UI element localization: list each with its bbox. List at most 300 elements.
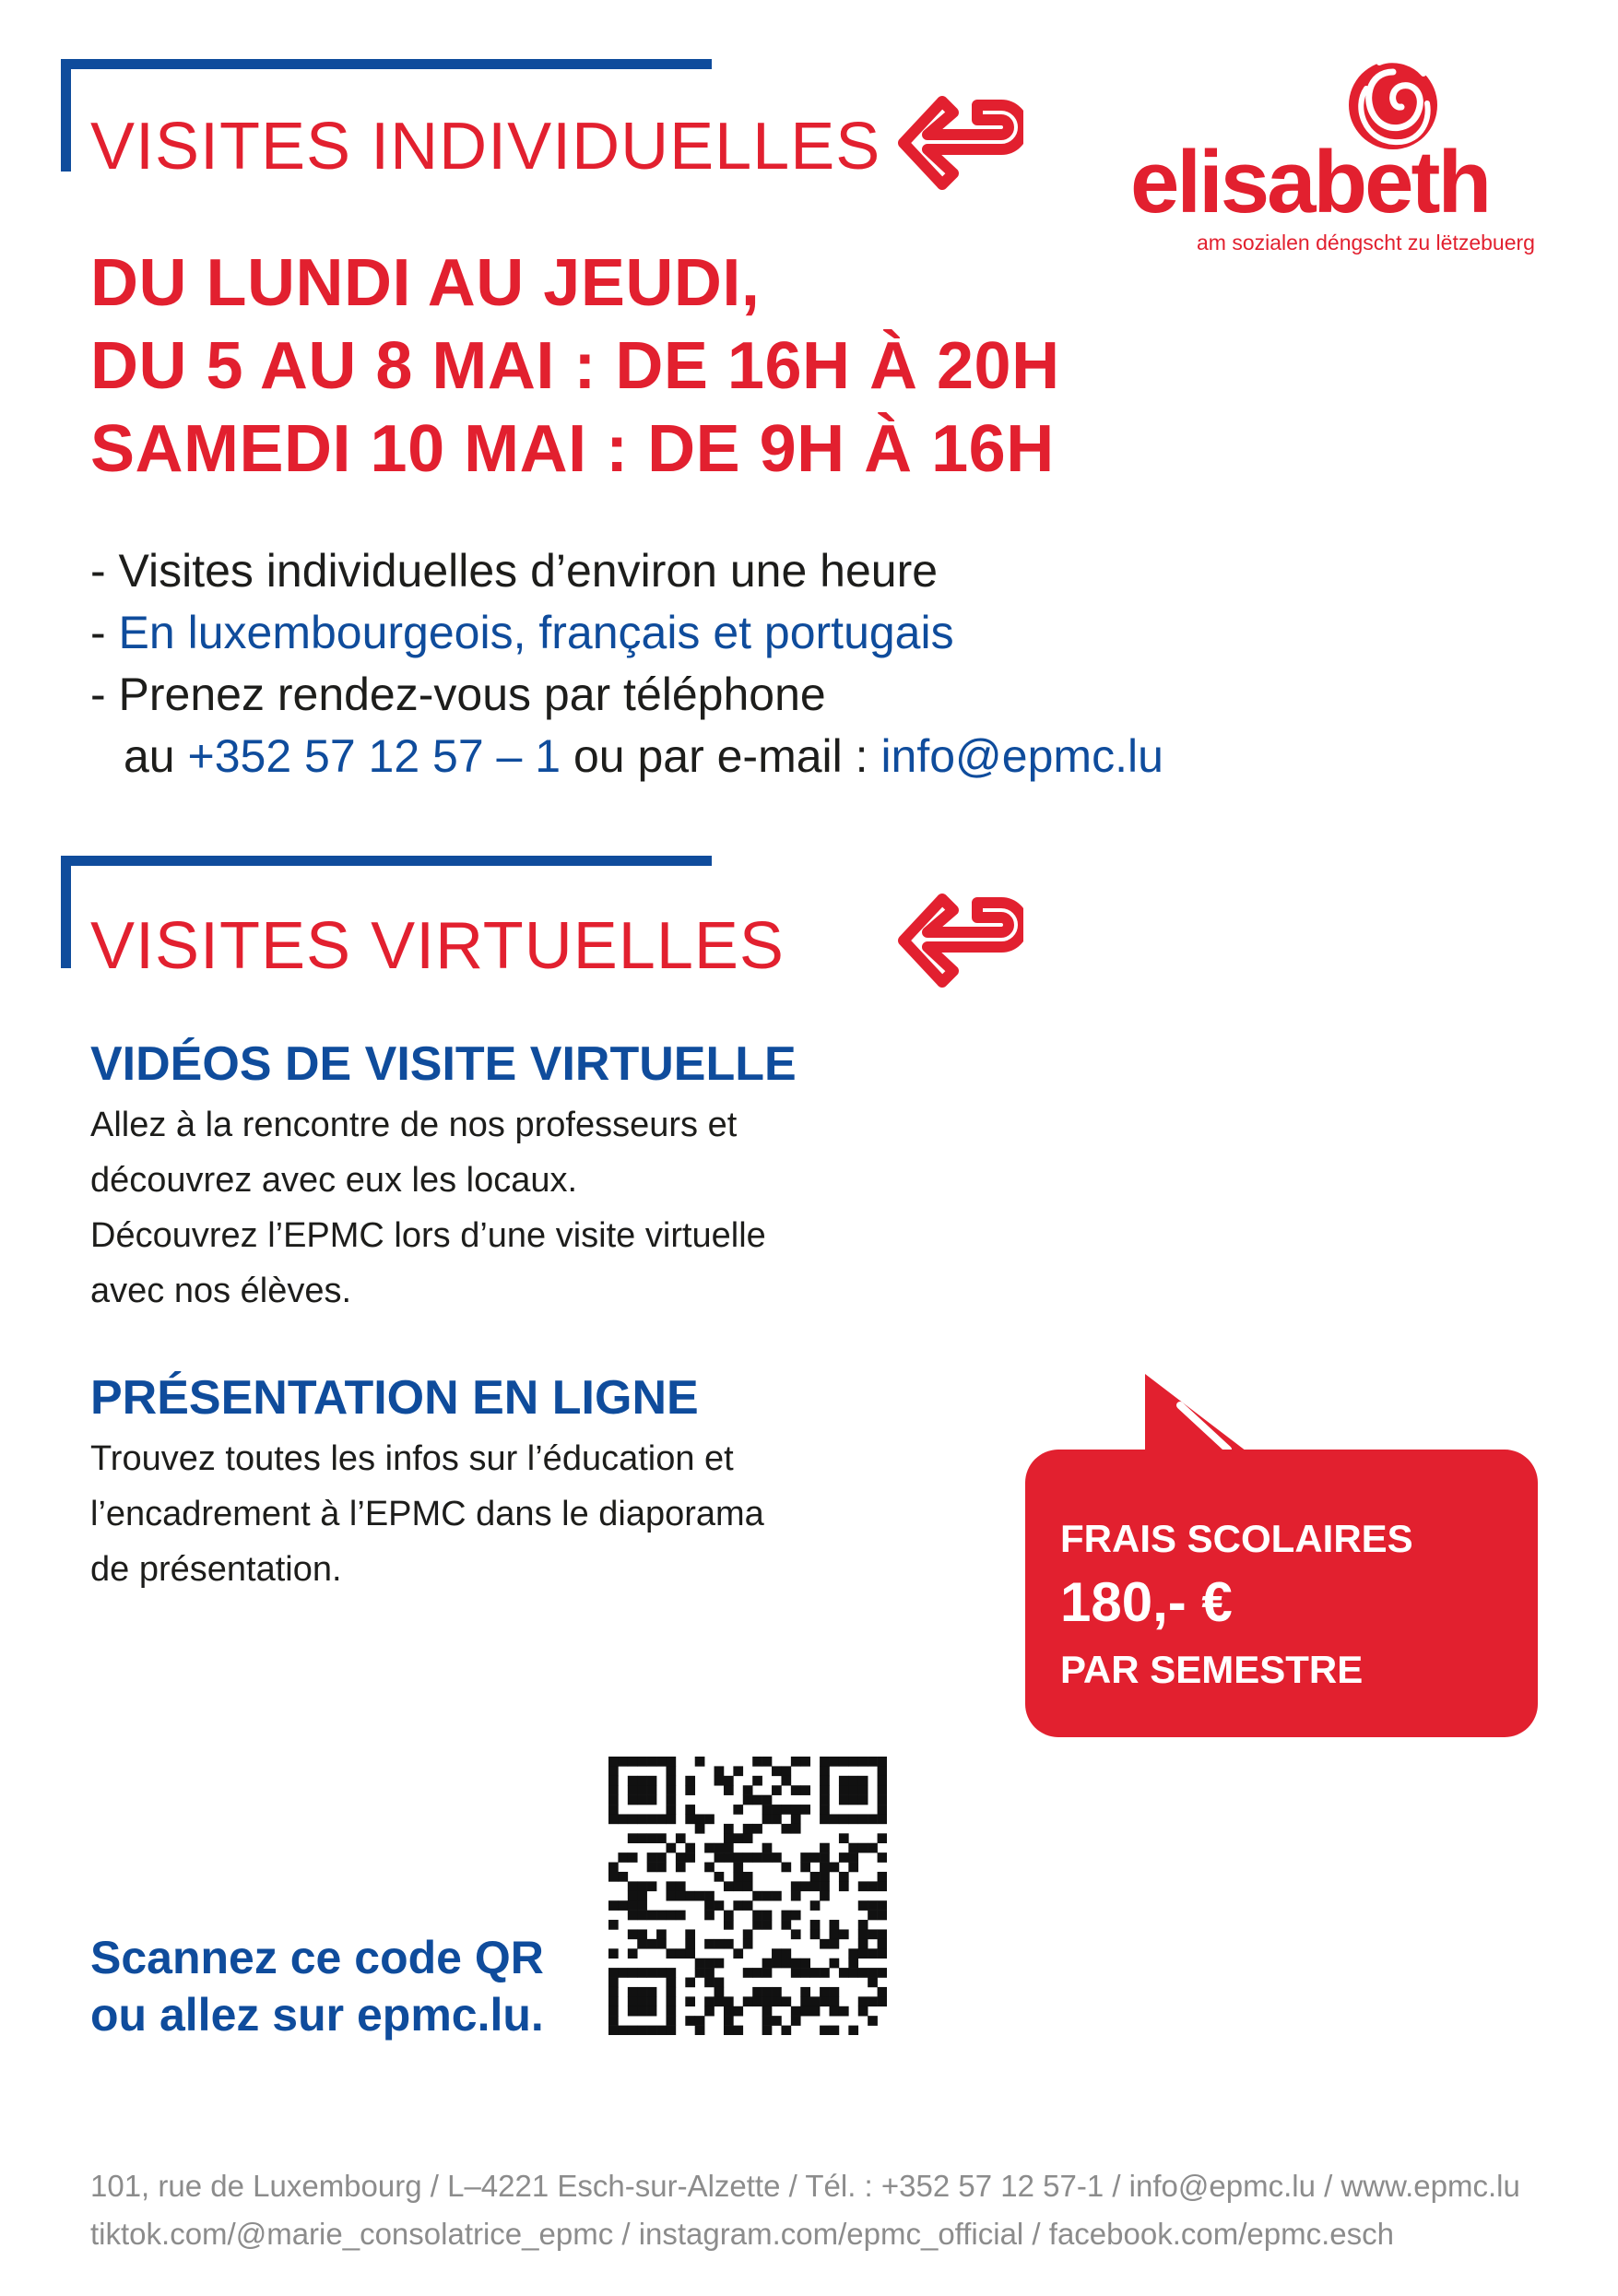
qr-module [858, 1776, 868, 1786]
qr-module [791, 1824, 801, 1834]
qr-module [608, 1987, 619, 1997]
qr-module [762, 2026, 773, 2035]
qr-module [800, 1863, 810, 1873]
qr-module [656, 1852, 667, 1863]
qr-module [704, 1863, 715, 1873]
qr-module [666, 2006, 676, 2017]
qr-module [830, 1987, 840, 1997]
qr-module [647, 1795, 657, 1805]
qr-module [676, 1948, 686, 1959]
qr-module [656, 1757, 667, 1767]
qr-module [704, 1939, 715, 1949]
qr-module [868, 1881, 878, 1891]
qr-module [647, 1833, 657, 1843]
qr-module [752, 1891, 762, 1901]
qr-module [800, 1852, 810, 1863]
qr-module [878, 1785, 887, 1795]
qr-module [772, 1852, 782, 1863]
qr-module [820, 1776, 830, 1786]
qr-module [820, 1863, 830, 1873]
qr-module [733, 1863, 743, 1873]
qr-module [656, 2026, 667, 2035]
qr-module [839, 1929, 849, 1939]
qr-module [772, 1948, 782, 1959]
qr-module [791, 1959, 801, 1969]
qr-module [820, 1852, 830, 1863]
qr-module [791, 1814, 801, 1824]
qr-module [820, 1939, 830, 1949]
qr-module [608, 2016, 619, 2026]
qr-module [666, 1881, 676, 1891]
qr-module [724, 1881, 734, 1891]
qr-module [830, 1996, 840, 2006]
videos-line: Découvrez l’EPMC lors d’une visite virtuelle [90, 1216, 766, 1255]
qr-module [608, 1968, 619, 1978]
qr-module [848, 2026, 858, 2035]
qr-module [772, 1766, 782, 1776]
qr-module [791, 1805, 801, 1815]
qr-module [781, 1766, 791, 1776]
qr-module [656, 1833, 667, 1843]
qr-module [752, 1776, 762, 1786]
qr-module [666, 2026, 676, 2035]
qr-module [666, 1948, 676, 1959]
qr-module [868, 1757, 878, 1767]
qr-module [637, 1814, 647, 1824]
qr-module [810, 1920, 821, 1930]
qr-module [868, 1948, 878, 1959]
qr-module [618, 1900, 628, 1911]
qr-module [820, 1891, 830, 1901]
qr-module [695, 1968, 705, 1978]
presentation-text [90, 1431, 764, 1597]
presentation-line: l’encadrement à l’EPMC dans le diaporama [90, 1495, 764, 1533]
qr-module [637, 1776, 647, 1786]
videos-text [90, 1097, 766, 1319]
qr-module [868, 1814, 878, 1824]
qr-module [762, 1843, 773, 1853]
qr-module [647, 1881, 657, 1891]
qr-module [704, 2006, 715, 2017]
qr-module [820, 1968, 830, 1978]
qr-module [772, 1996, 782, 2006]
qr-module [656, 1911, 667, 1921]
section1-title: VISITES INDIVIDUELLES [90, 110, 881, 183]
qr-module [695, 2026, 705, 2035]
qr-module [637, 1881, 647, 1891]
qr-module [628, 1911, 638, 1921]
qr-module [743, 1785, 753, 1795]
qr-module [724, 1824, 734, 1834]
qr-module [772, 2016, 782, 2026]
qr-module [752, 1987, 762, 1997]
qr-module [647, 2026, 657, 2035]
qr-module [878, 1911, 887, 1921]
qr-module [733, 2006, 743, 2017]
qr-module [810, 1852, 821, 1863]
qr-module [781, 1824, 791, 1834]
qr-module [839, 1814, 849, 1824]
qr-module [858, 1929, 868, 1939]
qr-module [743, 1881, 753, 1891]
qr-module [791, 1968, 801, 1978]
qr-module [762, 1891, 773, 1901]
qr-module [628, 1795, 638, 1805]
qr-module [647, 1776, 657, 1786]
qr-module [608, 1795, 619, 1805]
qr-module [791, 1881, 801, 1891]
qr-module [830, 1959, 840, 1969]
qr-module [733, 1872, 743, 1882]
qr-module [676, 1911, 686, 1921]
qr-module [752, 1968, 762, 1978]
footer [90, 2162, 1520, 2258]
qr-module [733, 1852, 743, 1863]
qr-module [685, 1843, 695, 1853]
qr-module [858, 1996, 868, 2006]
qr-module [704, 1968, 715, 1978]
qr-module [868, 1900, 878, 1911]
qr-module [858, 1795, 868, 1805]
qr-module [858, 1968, 868, 1978]
qr-module [848, 1968, 858, 1978]
qr-module [878, 1757, 887, 1767]
qr-module [656, 1968, 667, 1978]
qr-module [733, 1948, 743, 1959]
qr-module [637, 1929, 647, 1939]
qr-module [628, 2006, 638, 2017]
footer-address: 101, rue de Luxembourg / L–4221 Esch-sur-Alzette / Tél. : +352 57 12 57-1 / info@epmc.lu / www.epmc.lu [90, 2169, 1520, 2203]
qr-module [762, 1996, 773, 2006]
qr-module [839, 1872, 849, 1882]
scan-line-1: Scannez ce code QR [90, 1932, 544, 1983]
qr-module [704, 1814, 715, 1824]
scan-line-2: ou allez sur epmc.lu. [90, 1989, 544, 2041]
qr-module [685, 1891, 695, 1901]
qr-module [724, 1920, 734, 1930]
qr-module [762, 1911, 773, 1921]
qr-module [743, 1872, 753, 1882]
qr-module [637, 1900, 647, 1911]
qr-module [810, 1996, 821, 2006]
bullet-languages [90, 602, 1163, 664]
qr-module [628, 1900, 638, 1911]
qr-module [608, 1814, 619, 1824]
qr-module [743, 1824, 753, 1834]
qr-module [781, 1996, 791, 2006]
qr-module [666, 1987, 676, 1997]
qr-module [637, 1785, 647, 1795]
qr-module [666, 1978, 676, 1988]
qr-module [830, 1929, 840, 1939]
qr-module [666, 1776, 676, 1786]
presentation-line: Trouvez toutes les infos sur l’éducation et [90, 1439, 734, 1478]
qr-module [715, 1843, 725, 1853]
qr-module [647, 1785, 657, 1795]
qr-module [666, 2016, 676, 2026]
qr-module [666, 1996, 676, 2006]
qr-module [848, 1814, 858, 1824]
qr-module [878, 1881, 887, 1891]
qr-module [704, 1843, 715, 1853]
qr-module [752, 1996, 762, 2006]
qr-module [743, 1852, 753, 1863]
qr-module [647, 1757, 657, 1767]
qr-module [839, 1795, 849, 1805]
fees-amount: 180,- € [1060, 1571, 1233, 1633]
qr-module [743, 1900, 753, 1911]
qr-module [666, 1805, 676, 1815]
qr-module [685, 1776, 695, 1786]
fees-bubble [1025, 1450, 1538, 1737]
qr-module [800, 1785, 810, 1795]
qr-module [733, 1881, 743, 1891]
qr-module [685, 1805, 695, 1815]
bullet-appointment: - Prenez rendez-vous par téléphone [90, 669, 826, 720]
qr-code[interactable] [608, 1757, 887, 2035]
fees-label: FRAIS SCOLAIRES [1060, 1517, 1413, 1560]
qr-module [781, 2026, 791, 2035]
qr-module [608, 1757, 619, 1767]
qr-module [685, 1939, 695, 1949]
qr-module [628, 1948, 638, 1959]
qr-module [762, 1757, 773, 1767]
qr-module [647, 1911, 657, 1921]
fees-period: PAR SEMESTRE [1060, 1648, 1364, 1691]
qr-module [878, 1929, 887, 1939]
qr-module [715, 1939, 725, 1949]
qr-module [762, 1920, 773, 1930]
qr-module [647, 1863, 657, 1873]
qr-module [685, 1929, 695, 1939]
qr-module [820, 1814, 830, 1824]
qr-module [695, 1959, 705, 1969]
qr-module [724, 1852, 734, 1863]
info-bullets [90, 540, 1163, 787]
scan-text [90, 1929, 544, 2043]
qr-module [733, 2026, 743, 2035]
qr-module [715, 1872, 725, 1882]
qr-module [704, 1978, 715, 1988]
dates-line-3: SAMEDI 10 MAI : DE 9H À 16H [90, 412, 1055, 486]
email-link[interactable]: info@epmc.lu [880, 730, 1163, 782]
qr-module [858, 1900, 868, 1911]
presentation-heading: PRÉSENTATION EN LIGNE [90, 1371, 699, 1425]
qr-module [878, 1948, 887, 1959]
qr-module [820, 1996, 830, 2006]
qr-module [752, 1795, 762, 1805]
qr-module [628, 1785, 638, 1795]
qr-module [715, 1776, 725, 1786]
qr-module [695, 1814, 705, 1824]
qr-module [628, 1833, 638, 1843]
qr-module [800, 2006, 810, 2017]
qr-module [848, 1852, 858, 1863]
qr-module [810, 1881, 821, 1891]
qr-module [733, 1805, 743, 1815]
qr-module [628, 1852, 638, 1863]
qr-module [647, 1852, 657, 1863]
qr-module [800, 1987, 810, 1997]
qr-module [868, 1978, 878, 1988]
qr-module [637, 1795, 647, 1805]
qr-module [724, 1911, 734, 1921]
qr-module [781, 1863, 791, 1873]
videos-line: Allez à la rencontre de nos professeurs et [90, 1106, 738, 1144]
qr-module [791, 1911, 801, 1921]
qr-module [772, 1814, 782, 1824]
qr-module [820, 1757, 830, 1767]
section2-title: VISITES VIRTUELLES [90, 909, 785, 983]
qr-module [695, 1891, 705, 1901]
qr-module [676, 1863, 686, 1873]
qr-module [858, 1881, 868, 1891]
qr-module [868, 2016, 878, 2026]
qr-module [848, 1795, 858, 1805]
qr-module [820, 1795, 830, 1805]
qr-module [715, 1852, 725, 1863]
qr-module [666, 1795, 676, 1805]
qr-module [724, 1843, 734, 1853]
qr-module [858, 1939, 868, 1949]
qr-module [685, 1948, 695, 1959]
qr-module [781, 1959, 791, 1969]
elisabeth-logo [1125, 55, 1586, 277]
qr-module [762, 1795, 773, 1805]
qr-module [628, 1757, 638, 1767]
qr-module [608, 1805, 619, 1815]
qr-module [685, 1978, 695, 1988]
qr-module [715, 1978, 725, 1988]
qr-module [608, 1863, 619, 1873]
phone-link[interactable]: +352 57 12 57 – 1 [187, 730, 561, 782]
qr-module [608, 1978, 619, 1988]
qr-module [724, 1939, 734, 1949]
bullet-dash: - [90, 607, 119, 658]
qr-module [715, 1987, 725, 1997]
qr-module [628, 1987, 638, 1997]
qr-module [628, 1929, 638, 1939]
qr-module [647, 2006, 657, 2017]
qr-module [637, 1911, 647, 1921]
qr-module [791, 2016, 801, 2026]
contact-prefix: au [124, 730, 188, 782]
qr-module [666, 1766, 676, 1776]
logo-wordmark: elisabeth [1130, 133, 1490, 231]
qr-module [820, 1843, 830, 1853]
qr-module [637, 1833, 647, 1843]
qr-module [878, 1805, 887, 1815]
qr-module [839, 1881, 849, 1891]
qr-module [830, 1939, 840, 1949]
qr-module [781, 1805, 791, 1815]
contact-mid: ou par e-mail : [561, 730, 881, 782]
qr-module [791, 1785, 801, 1795]
qr-module [820, 1881, 830, 1891]
qr-module [820, 1805, 830, 1815]
qr-module [848, 1959, 858, 1969]
qr-module [781, 1920, 791, 1930]
qr-module [791, 1929, 801, 1939]
qr-module [878, 1852, 887, 1863]
qr-module [791, 2006, 801, 2017]
qr-module [628, 1996, 638, 2006]
qr-module [724, 1833, 734, 1843]
qr-module [839, 1776, 849, 1786]
qr-module [848, 1863, 858, 1873]
qr-module [878, 1833, 887, 1843]
qr-module [704, 1911, 715, 1921]
languages-text: En luxembourgeois, français et portugais [118, 607, 954, 658]
qr-module [810, 1872, 821, 1882]
qr-module [772, 1891, 782, 1901]
qr-module [810, 2006, 821, 2017]
qr-module [666, 1891, 676, 1901]
section1-frame-top [61, 59, 712, 69]
qr-module [618, 1814, 628, 1824]
qr-module [724, 1776, 734, 1786]
qr-module [628, 1776, 638, 1786]
qr-module [608, 1776, 619, 1786]
qr-module [656, 1929, 667, 1939]
qr-module [772, 1959, 782, 1969]
qr-module [715, 1766, 725, 1776]
qr-module [608, 2026, 619, 2035]
qr-module [830, 2006, 840, 2017]
qr-module [647, 1939, 657, 1949]
qr-module [618, 1852, 628, 1863]
qr-module [656, 1863, 667, 1873]
qr-module [685, 1814, 695, 1824]
qr-module [666, 1843, 676, 1853]
bullet-contact [90, 726, 1163, 787]
qr-module [762, 1959, 773, 1969]
qr-module [733, 1766, 743, 1776]
qr-module [685, 1852, 695, 1863]
qr-module [628, 1891, 638, 1901]
qr-module [878, 1968, 887, 1978]
qr-module [848, 1757, 858, 1767]
qr-module [608, 1900, 619, 1911]
videos-line: avec nos élèves. [90, 1272, 352, 1310]
logo-tagline: am sozialen déngscht zu lëtzebuerg [1197, 231, 1535, 254]
qr-module [810, 1968, 821, 1978]
videos-heading: VIDÉOS DE VISITE VIRTUELLE [90, 1037, 797, 1091]
qr-module [733, 1900, 743, 1911]
qr-module [752, 1911, 762, 1921]
qr-module [868, 1996, 878, 2006]
bullet-duration: - Visites individuelles d’environ une heure [90, 545, 939, 597]
qr-module [676, 1852, 686, 1863]
qr-module [848, 1785, 858, 1795]
qr-module [839, 1968, 849, 1978]
section1-frame-left [61, 59, 71, 172]
arrow-left-icon [894, 890, 1023, 991]
qr-module [762, 1852, 773, 1863]
qr-module [868, 1968, 878, 1978]
qr-module [666, 1968, 676, 1978]
qr-module [647, 1987, 657, 1997]
qr-module [608, 1996, 619, 2006]
qr-module [637, 1891, 647, 1901]
qr-module [820, 1785, 830, 1795]
qr-module [637, 1939, 647, 1949]
qr-module [781, 1911, 791, 1921]
qr-module [715, 1959, 725, 1969]
qr-module [820, 2026, 830, 2035]
qr-module [810, 1900, 821, 1911]
qr-module [608, 1872, 619, 1882]
